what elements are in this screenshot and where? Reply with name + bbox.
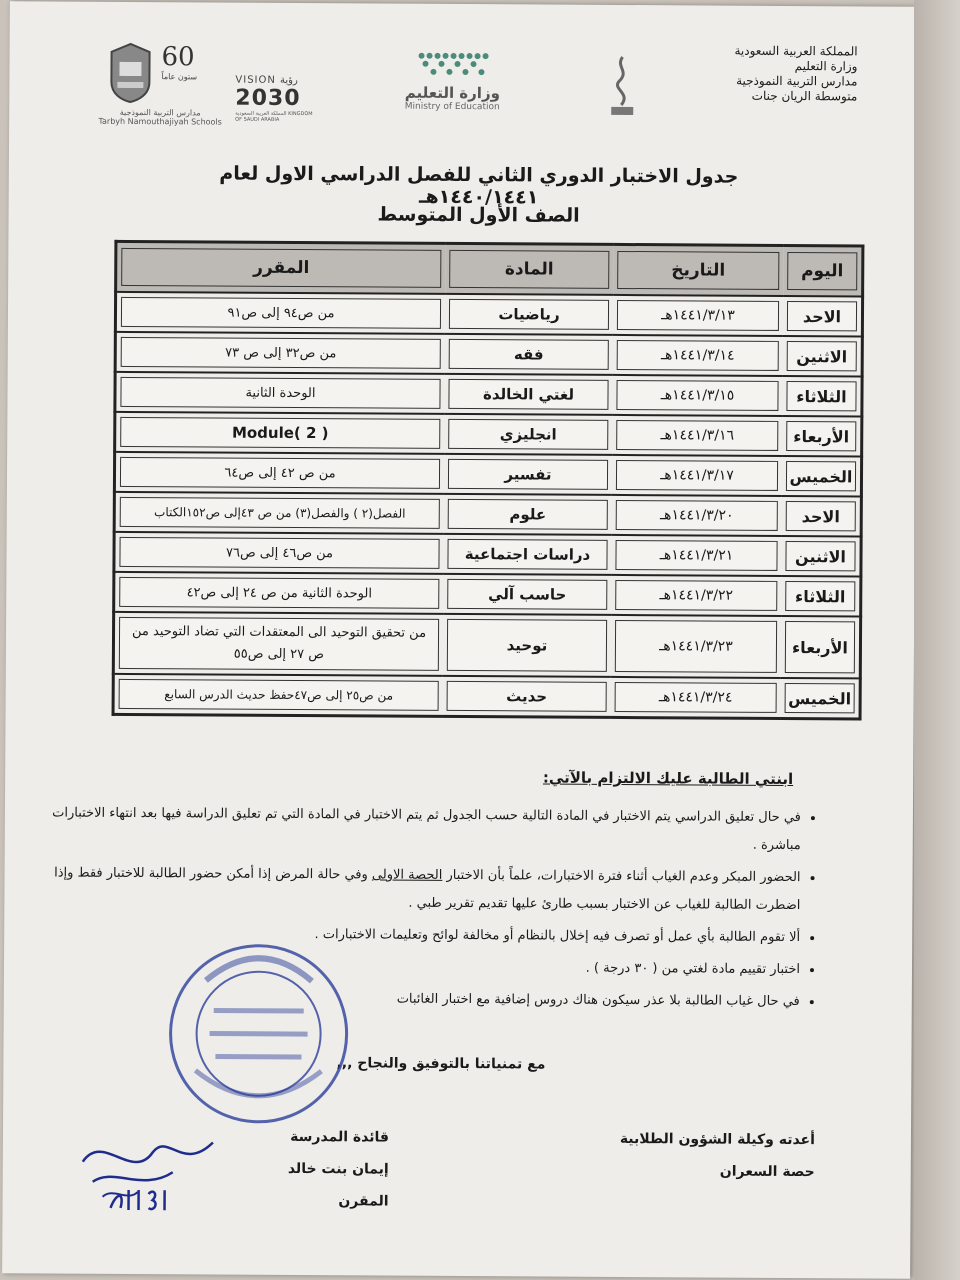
table-row [115,412,862,457]
date-cell: ١٤٤١/٣/٢٢هـ [615,580,777,611]
principal-title: قائدة المدرسة [290,1128,390,1146]
subject-cell: تفسير [448,459,608,490]
table-row [113,612,860,679]
header-ministry-text [687,43,857,104]
subject-cell: توحيد [447,619,607,672]
list-item: • في حال تعليق الدراسي يتم الاختبار في المادة التالية حسب الجدول ثم يتم الاختبار في المادة التي تم تعليق الدراسة فيها بعد انتهاء الاختبارات مباشرة . [31,799,801,860]
curriculum-cell: من ص٢٥ إلى ص٤٧حفظ حديث الدرس السابع [119,679,439,711]
day-cell: الاحد [787,301,857,331]
date-cell: ١٤٤١/٣/١٤هـ [617,340,779,371]
header-date: التاريخ [617,251,779,290]
list-item: • في حال غياب الطالبة بلا عذر سيكون هناك دروس إضافية مع اختبار الغائبات [30,983,800,1016]
note-underlined-text: الحصة الاولى [371,867,443,883]
moe-english-label: Ministry of Education [404,101,500,113]
header-line: وزارة التعليم [794,59,858,74]
subject-cell: فقه [449,339,609,370]
table-row [114,492,861,537]
moe-arabic-label: وزارة التعليم [404,83,500,103]
day-cell: الخميس [786,461,856,491]
curriculum-cell: من ص٣٢ إلى ص ٧٣ [121,337,441,369]
preparer-signature-block [620,1123,815,1188]
day-cell: الخميس [785,683,855,713]
curriculum-cell: Module( 2 ) [120,417,440,449]
list-item: • اختبار تقييم مادة لغتي من ( ٣٠ درجة ) . [30,951,800,984]
subject-cell: حاسب آلي [447,579,607,610]
table-row [114,532,861,577]
calligraphy-logo-icon [605,53,639,119]
subject-cell: حديث [447,681,607,712]
moe-dots-icon [415,48,489,80]
day-cell: الثلاثاء [786,381,856,411]
vision-label: VISION رؤية [235,74,298,86]
curriculum-cell: من ص٩٤ إلى ص٩١ [121,297,441,329]
principal-name: إيمان بنت خالد المقرن [287,1160,389,1210]
curriculum-cell: الوحدة الثانية [120,377,440,409]
subject-cell: لغتي الخالدة [448,379,608,410]
list-item [30,859,800,920]
closing-wishes: مع تمنياتنا بالتوفيق والنجاح ,,, [336,1055,546,1073]
date-cell: ١٤٤١/٣/١٣هـ [617,300,779,331]
header-line: مدارس التربية النموذجية [736,73,858,89]
header-day: اليوم [787,252,857,290]
curriculum-cell: الوحدة الثانية من ص ٢٤ إلى ص٤٢ [119,577,439,609]
date-cell: ١٤٤١/٣/٢٣هـ [615,620,777,673]
exam-schedule-table [112,240,865,721]
day-cell: الاحد [786,501,856,531]
curriculum-cell: من ص ٤٢ إلى ص٦٤ [120,457,440,489]
curriculum-cell: الفصل(٢ ) والفصل(٣) من ص ٤٣إلى ص١٥٢الكتاب [120,497,440,529]
school-logo [98,42,236,127]
ministry-of-education-logo [397,48,507,113]
vision-2030-logo [235,75,317,124]
principal-signature-block [238,1121,389,1218]
day-cell: الأربعاء [785,621,855,673]
vision-subtitle: المملكة العربية السعودية KINGDOM OF SAUDI ARABIA [235,110,313,123]
document-page [2,1,918,1279]
table-row [115,372,862,417]
table-row [113,674,860,719]
date-cell: ١٤٤١/٣/١٧هـ [616,460,778,491]
subject-cell: انجليزي [448,419,608,450]
table-row [114,572,861,617]
school-name-ar: مدارس التربية النموذجية [119,107,201,118]
sixty-years-label: ستون عاماً [161,72,198,82]
school-crest-icon [105,42,155,104]
header-line: متوسطة الريان جنات [751,88,858,104]
header-subject: المادة [449,250,609,289]
day-cell: الأربعاء [786,421,856,451]
table-header-row [116,241,863,296]
header-curriculum: المقرر [121,248,441,288]
note-text-rest: وفي حالة المرض إذا أمكن حضور الطالبة للاختبار فقط وإذا اضطرت الطالبة للغياب عن الاختبار بسبب طارئ عليها تقديم تقرير طبي . [54,865,801,914]
subject-cell: علوم [448,499,608,530]
table-row [114,452,861,497]
note-text: الحضور المبكر وعدم الغياب أثناء فترة الاختبارات، علماً بأن الاختبار [446,867,801,886]
day-cell: الثلاثاء [785,581,855,611]
list-item: • ألا تقوم الطالبة بأي عمل أو تصرف فيه إخلال بالنظام أو مخالفة لوائح وتعليمات الاختبارات . [30,919,800,952]
school-name-en: Tarbyh Namouthajiyah Schools [98,116,222,127]
preparer-title: أعدته وكيلة الشؤون الطلابية [619,1130,816,1149]
date-cell: ١٤٤١/٣/٢٤هـ [615,682,777,713]
preparer-name: حصة السعران [719,1163,815,1181]
date-cell: ١٤٤١/٣/٢١هـ [615,540,777,571]
handwritten-date-icon [102,1182,182,1218]
date-cell: ١٤٤١/٣/١٦هـ [616,420,778,451]
header-line: المملكة العربية السعودية [734,43,858,59]
day-cell: الاثنين [787,341,857,371]
curriculum-cell: من تحقيق التوحيد الى المعتقدات التي تضاد التوحيد من ص ٢٧ إلى ص٥٥ [119,617,439,671]
table-row [115,292,862,337]
subject-cell: دراسات اجتماعية [447,539,607,570]
date-cell: ١٤٤١/٣/١٥هـ [616,380,778,411]
day-cell: الاثنين [785,541,855,571]
background-edge [914,0,960,1280]
date-cell: ١٤٤١/٣/٢٠هـ [616,500,778,531]
grade-title: الصف الأول المتوسط [377,203,580,227]
subject-cell: رياضيات [449,299,609,330]
school-stamp-icon [165,940,352,1127]
instructions-heading: ابنتي الطالبة عليك الالتزام بالآتي: [542,768,794,789]
table-row [115,332,862,377]
sixty-years-number: 60 [161,42,195,73]
curriculum-cell: من ص٤٦ إلى ص٧٦ [119,537,439,569]
document-title: جدول الاختبار الدوري الثاني للفصل الدراسي الاول لعام ١٤٤٠/١٤٤١هـ [219,162,739,209]
vision-year: 2030 [235,85,301,112]
instructions-list [30,799,819,1020]
